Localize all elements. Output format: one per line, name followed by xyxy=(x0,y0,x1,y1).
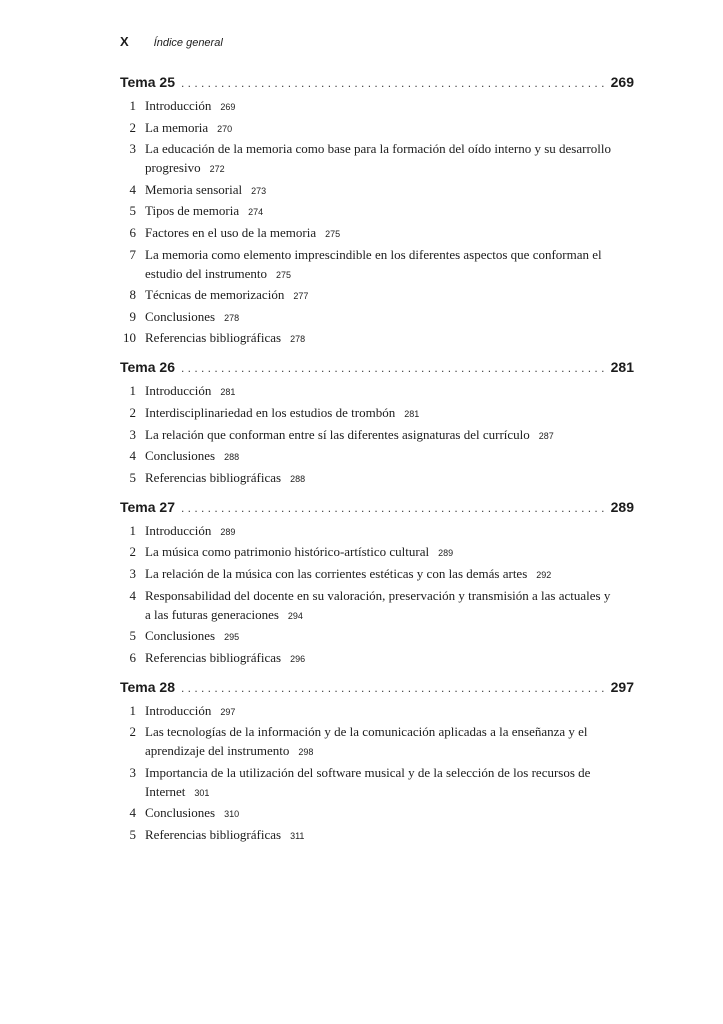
entry-title: Introducción xyxy=(145,522,212,538)
dot-leader xyxy=(181,681,605,695)
entry-page-number: 275 xyxy=(325,228,341,239)
toc-section xyxy=(120,499,634,669)
entry-page-number: 301 xyxy=(194,787,210,798)
entry-number: 1 xyxy=(129,702,136,718)
entry-list xyxy=(120,701,634,846)
entry-page-number: 281 xyxy=(404,408,420,419)
tema-page-number: 269 xyxy=(610,74,634,90)
entry-body xyxy=(145,403,634,424)
entry-title: Conclusiones xyxy=(145,308,216,324)
tema-title: Tema 28 xyxy=(120,678,175,695)
entry-body xyxy=(145,803,634,824)
entry-number: 4 xyxy=(129,805,136,821)
entry-number: 6 xyxy=(129,224,136,240)
entry-page-number: 278 xyxy=(290,334,306,345)
toc-entry[interactable] xyxy=(120,825,634,846)
entry-title: Las tecnologías de la información y de la comunicación aplicadas a la enseñanza y el aprendizaje del instrumento xyxy=(145,724,588,759)
entry-page-number: 281 xyxy=(220,387,236,398)
entry-body xyxy=(145,468,634,489)
entry-number: 5 xyxy=(129,628,136,644)
toc-entry[interactable] xyxy=(120,201,634,222)
entry-page-number: 277 xyxy=(293,291,309,302)
entry-title: Factores en el uso de la memoria xyxy=(145,224,317,240)
entry-body xyxy=(145,285,634,306)
entry-number: 3 xyxy=(129,764,136,780)
entry-number: 2 xyxy=(129,119,136,135)
entry-title: Referencias bibliográficas xyxy=(145,649,282,665)
entry-body xyxy=(145,180,634,201)
toc-entry[interactable] xyxy=(120,307,634,328)
entry-body xyxy=(145,223,634,244)
toc-entry[interactable] xyxy=(120,446,634,467)
entry-page-number: 298 xyxy=(298,747,314,758)
entry-page-number: 273 xyxy=(251,185,267,196)
entry-list xyxy=(120,521,634,669)
entry-body xyxy=(145,96,634,117)
entry-page-number: 269 xyxy=(220,102,236,112)
tema-page-number: 281 xyxy=(610,359,634,376)
entry-body xyxy=(145,446,634,467)
dot-leader xyxy=(181,501,605,515)
entry-title: Referencias bibliográficas xyxy=(145,827,282,843)
toc-entry[interactable] xyxy=(120,328,634,349)
tema-page-number: 289 xyxy=(610,498,634,515)
entry-title: Introducción xyxy=(145,98,212,113)
entry-body xyxy=(145,586,634,626)
entry-number: 2 xyxy=(129,544,136,560)
entry-body xyxy=(145,381,634,402)
tema-title: Tema 25 xyxy=(120,74,175,90)
entry-body xyxy=(145,307,634,328)
entry-number: 1 xyxy=(129,98,136,113)
dot-leader xyxy=(181,361,605,375)
entry-title: Conclusiones xyxy=(145,448,216,464)
entry-page-number: 288 xyxy=(290,473,306,484)
toc-entry[interactable] xyxy=(120,118,634,139)
toc-entry[interactable] xyxy=(120,586,634,626)
entry-body xyxy=(145,626,634,647)
entry-number: 5 xyxy=(129,203,136,219)
entry-page-number: 295 xyxy=(224,632,240,643)
entry-list xyxy=(120,96,634,349)
tema-page-number: 297 xyxy=(610,678,634,695)
toc-entry[interactable] xyxy=(120,180,634,201)
entry-body xyxy=(145,763,634,803)
tema-heading[interactable] xyxy=(120,499,634,521)
toc-entry[interactable] xyxy=(120,648,634,669)
toc-entry[interactable] xyxy=(120,285,634,306)
toc-entry[interactable] xyxy=(120,223,634,244)
entry-title: Introducción xyxy=(145,702,212,718)
entry-number: 1 xyxy=(129,522,136,538)
entry-number: 3 xyxy=(129,565,136,581)
entry-body xyxy=(145,118,634,139)
tema-title: Tema 27 xyxy=(120,498,175,515)
entry-title: La música como patrimonio histórico-artístico cultural xyxy=(145,544,430,560)
toc-entry[interactable] xyxy=(120,403,634,424)
entry-number: 3 xyxy=(129,426,136,442)
entry-number: 10 xyxy=(123,330,136,346)
entry-number: 3 xyxy=(129,141,136,157)
entry-body xyxy=(145,564,634,585)
page-folio: X xyxy=(120,34,129,49)
entry-title: Interdisciplinariedad en los estudios de trombón xyxy=(145,404,396,420)
entry-body xyxy=(145,825,634,846)
entry-title: Responsabilidad del docente en su valoración, preservación y transmisión a las actuales y a las futuras generaciones xyxy=(145,587,611,622)
entry-body xyxy=(145,648,634,669)
table-of-contents xyxy=(120,74,634,856)
running-header xyxy=(120,34,223,52)
entry-title: La educación de la memoria como base para la formación del oído interno y su desarrollo progresivo xyxy=(145,141,612,176)
entry-number: 5 xyxy=(129,827,136,843)
entry-body xyxy=(145,139,634,179)
entry-page-number: 289 xyxy=(438,548,454,559)
entry-number: 9 xyxy=(129,308,136,324)
toc-entry[interactable] xyxy=(120,425,634,446)
entry-body xyxy=(145,201,634,222)
entry-title: Conclusiones xyxy=(145,628,216,644)
entry-number: 2 xyxy=(129,404,136,420)
entry-number: 1 xyxy=(129,383,136,399)
entry-title: La relación de la música con las corrientes estéticas y con las demás artes xyxy=(145,565,528,581)
toc-entry[interactable] xyxy=(120,626,634,647)
toc-entry[interactable] xyxy=(120,468,634,489)
entry-body xyxy=(145,425,634,446)
toc-entry[interactable] xyxy=(120,381,634,402)
toc-entry[interactable] xyxy=(120,803,634,824)
entry-body xyxy=(145,722,634,762)
entry-body xyxy=(145,701,634,722)
entry-body xyxy=(145,542,634,563)
entry-title: La memoria como elemento imprescindible en los diferentes aspectos que conforman el estudio del instrumento xyxy=(145,246,602,281)
entry-page-number: 288 xyxy=(224,452,240,463)
entry-number: 4 xyxy=(129,448,136,464)
entry-title: Conclusiones xyxy=(145,805,216,821)
entry-number: 6 xyxy=(129,649,136,665)
entry-body xyxy=(145,521,634,542)
entry-title: Referencias bibliográficas xyxy=(145,330,282,346)
entry-title: La relación que conforman entre sí las diferentes asignaturas del currículo xyxy=(145,426,530,442)
entry-number: 7 xyxy=(129,246,136,262)
entry-title: Memoria sensorial xyxy=(145,181,243,197)
entry-title: Técnicas de memorización xyxy=(145,287,285,303)
toc-entry[interactable] xyxy=(120,564,634,585)
entry-title: Introducción xyxy=(145,383,212,399)
toc-entry[interactable] xyxy=(120,542,634,563)
entry-page-number: 272 xyxy=(209,164,225,175)
tema-title: Tema 26 xyxy=(120,359,175,376)
tema-heading[interactable] xyxy=(120,679,634,701)
entry-number: 5 xyxy=(129,469,136,485)
entry-body xyxy=(145,245,634,285)
entry-title: Importancia de la utilización del software musical y de la selección de los recursos de Internet xyxy=(145,764,591,799)
entry-number: 4 xyxy=(129,181,136,197)
toc-entry[interactable] xyxy=(120,701,634,722)
entry-title: Tipos de memoria xyxy=(145,203,240,219)
entry-page-number: 289 xyxy=(220,526,236,537)
toc-entry[interactable] xyxy=(120,521,634,542)
toc-entry[interactable] xyxy=(120,96,634,117)
entry-number: 4 xyxy=(129,587,136,603)
entry-list xyxy=(120,381,634,488)
tema-heading[interactable] xyxy=(120,74,634,96)
entry-body xyxy=(145,328,634,349)
entry-number: 2 xyxy=(129,724,136,740)
entry-number: 8 xyxy=(129,287,136,303)
toc-entry[interactable] xyxy=(120,763,634,803)
entry-page-number: 278 xyxy=(224,312,240,323)
entry-page-number: 297 xyxy=(220,706,236,717)
entry-page-number: 287 xyxy=(538,430,554,441)
entry-page-number: 294 xyxy=(287,610,303,621)
dot-leader xyxy=(181,76,605,90)
entry-title: La memoria xyxy=(145,119,209,135)
entry-title: Referencias bibliográficas xyxy=(145,469,282,485)
tema-heading[interactable] xyxy=(120,359,634,381)
entry-page-number: 275 xyxy=(276,269,292,280)
entry-page-number: 296 xyxy=(290,653,306,664)
entry-page-number: 292 xyxy=(536,569,552,580)
toc-section xyxy=(120,74,634,349)
entry-page-number: 274 xyxy=(248,207,264,218)
toc-entry[interactable] xyxy=(120,139,634,179)
entry-page-number: 270 xyxy=(217,123,233,134)
toc-entry[interactable] xyxy=(120,722,634,762)
entry-page-number: 311 xyxy=(290,831,305,842)
toc-section xyxy=(120,359,634,488)
toc-section xyxy=(120,679,634,846)
toc-entry[interactable] xyxy=(120,245,634,285)
header-title: Índice general xyxy=(153,37,223,49)
entry-page-number: 310 xyxy=(224,809,240,820)
